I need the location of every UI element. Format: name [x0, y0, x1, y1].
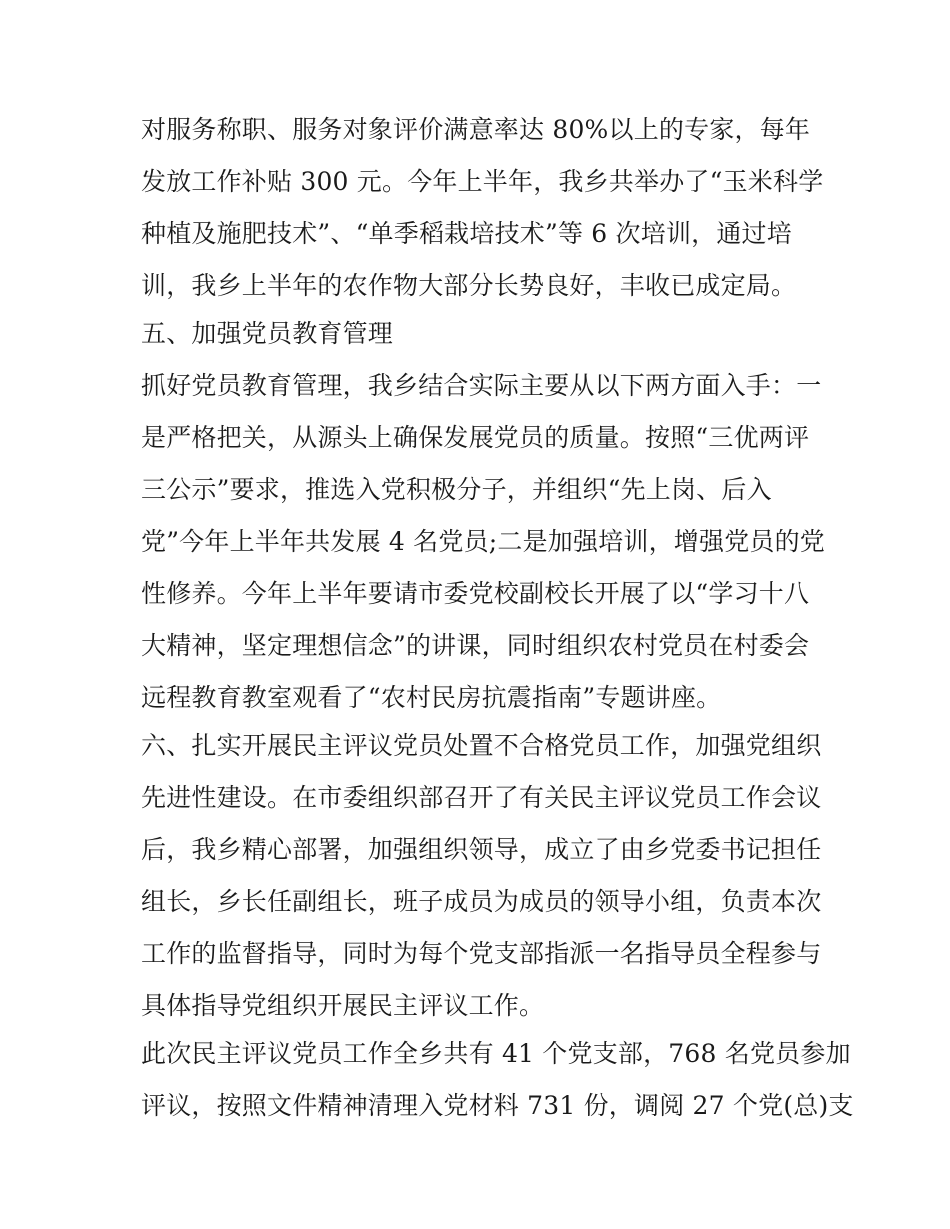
text-line: 种植及施肥技术”、“单季稻栽培技术”等 6 次培训，通过培	[141, 219, 792, 248]
text-line: 评议，按照文件精神清理入党材料 731 份，调阅 27 个党(总)支	[141, 1091, 854, 1120]
text-line: 训，我乡上半年的农作物大部分长势良好，丰收已成定局。	[141, 271, 797, 300]
text-line: 远程教育教室观看了“农村民房抗震指南”专题讲座。	[141, 683, 722, 712]
text-line: 三公示”要求，推选入党积极分子，并组织“先上岗、后入	[141, 475, 772, 504]
text-line: 性修养。今年上半年要请市委党校副校长开展了以“学习十八	[141, 579, 810, 608]
text-line: 后，我乡精心部署，加强组织领导，成立了由乡党委书记担任	[141, 835, 822, 864]
text-line: 发放工作补贴 300 元。今年上半年，我乡共举办了“玉米科学	[141, 167, 824, 196]
text-line: 大精神，坚定理想信念”的讲课，同时组织农村党员在村委会	[141, 631, 810, 660]
text-line: 党”今年上半年共发展 4 名党员;二是加强培训，增强党员的党	[141, 527, 826, 556]
text-line: 工作的监督指导，同时为每个党支部指派一名指导员全程参与	[141, 939, 822, 968]
text-line: 是严格把关，从源头上确保发展党员的质量。按照“三优两评	[141, 423, 810, 452]
text-line: 抓好党员教育管理，我乡结合实际主要从以下两方面入手：一	[141, 371, 822, 400]
text-line: 组长，乡长任副组长，班子成员为成员的领导小组，负责本次	[141, 887, 822, 916]
text-line: 此次民主评议党员工作全乡共有 41 个党支部，768 名党员参加	[141, 1039, 851, 1068]
text-line: 对服务称职、服务对象评价满意率达 80%以上的专家，每年	[141, 115, 811, 144]
section-heading: 六、扎实开展民主评议党员处置不合格党员工作，加强党组织	[141, 731, 822, 760]
text-line: 先进性建设。在市委组织部召开了有关民主评议党员工作会议	[141, 783, 822, 812]
section-heading: 五、加强党员教育管理	[141, 319, 394, 348]
text-line: 具体指导党组织开展民主评议工作。	[141, 991, 545, 1020]
